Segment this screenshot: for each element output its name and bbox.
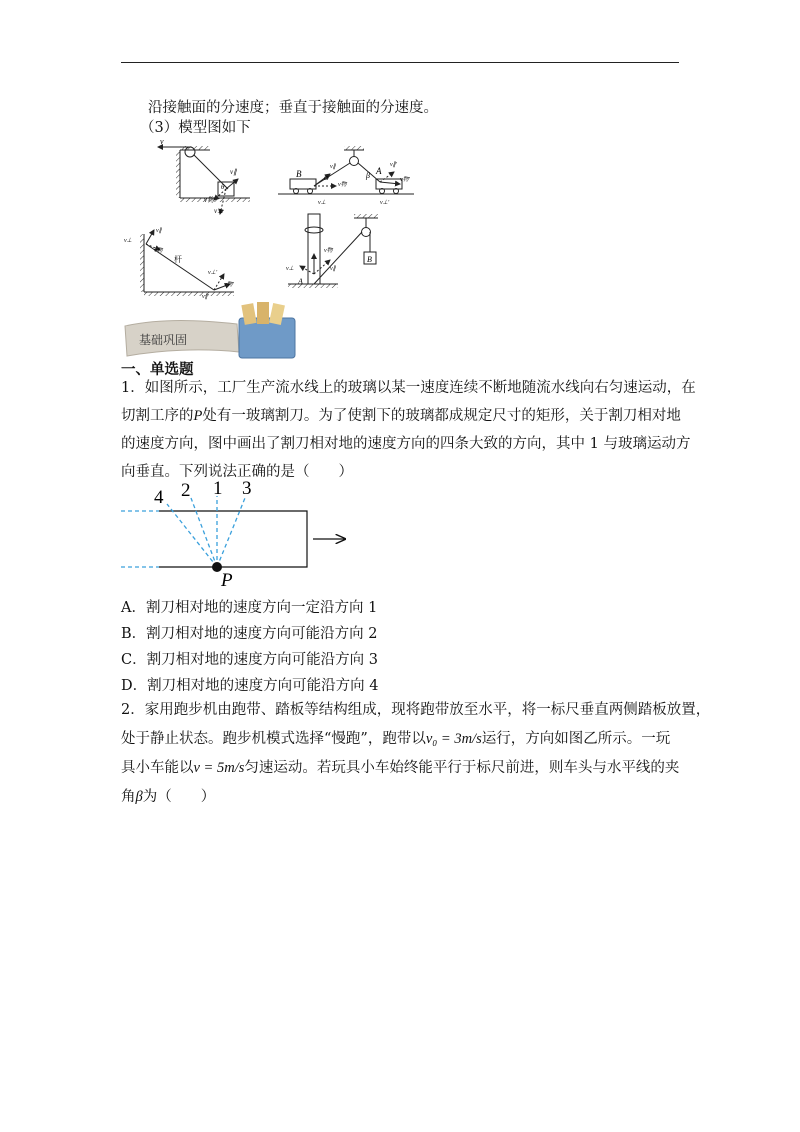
- fig3-vcomb2-label: v物′: [224, 282, 234, 288]
- q1-option-a[interactable]: A．割刀相对地的速度方向一定沿方向 1: [121, 600, 378, 616]
- section-banner: [121, 300, 311, 362]
- fig2-vpara-label: v∥: [330, 164, 336, 170]
- direction-3: [217, 498, 245, 567]
- q1-line-4: 向垂直。下列说法正确的是（ ）: [121, 464, 353, 480]
- q1-P-symbol: P: [193, 408, 203, 424]
- fig2-beta-label: β: [366, 171, 370, 180]
- q1-option-d[interactable]: D．割刀相对地的速度方向可能沿方向 4: [121, 678, 379, 694]
- fig4-vperp-label: v⊥: [286, 266, 294, 272]
- banner-text: 基础巩固: [139, 333, 188, 347]
- question-1: [121, 374, 696, 486]
- fig3-vpara-label: v∥: [156, 228, 162, 234]
- fig1-vcomb-label: v物: [204, 196, 215, 204]
- model-diagrams: [118, 134, 418, 304]
- fig3-vleft-label: v⊥: [124, 238, 132, 244]
- fig2-vcomb-label: v物: [338, 182, 347, 188]
- fig3-vpara2-label: v∥′: [202, 294, 209, 300]
- label-4: 4: [154, 487, 164, 508]
- model-fig-4: [286, 214, 378, 288]
- fig2-alpha-label: α: [324, 173, 329, 182]
- q2-line-1: 2．家用跑步机由跑带、踏板等结构组成，现将跑带放至水平，将一标尺垂直两侧踏板放置，: [121, 702, 711, 718]
- fig2-vpara2-label: v∥′: [390, 162, 397, 168]
- question-2: [121, 696, 711, 812]
- fig3-rod-label: 杆: [174, 255, 182, 264]
- q2-line-2: 处于静止状态。跑步机模式选择“慢跑”，跑带以v₀ = 3m/s运行，方向如图乙所示。一玩: [121, 731, 671, 747]
- fig4-B-label: B: [367, 255, 372, 264]
- fig2-vcomb2-label: v物′: [400, 177, 410, 183]
- fig3-vperp-label: v⊥′: [208, 270, 218, 276]
- fig1-vperp-label: v⊥: [214, 207, 224, 215]
- model-fig-3: [124, 227, 235, 300]
- direction-4: [167, 504, 217, 567]
- glass-cutting-figure: [121, 474, 361, 590]
- q1-line-1: 1．如图所示，工厂生产流水线上的玻璃以某一速度连续不断地随流水线向右匀速运动，在: [121, 380, 696, 396]
- q2-line-4: 角β为（ ）: [121, 789, 216, 805]
- header-rule: [121, 62, 679, 63]
- q1-option-c[interactable]: C．割刀相对地的速度方向可能沿方向 3: [121, 652, 378, 668]
- fig1-v-label: v: [160, 137, 164, 146]
- q2-line-3: 具小车能以v = 5m/s匀速运动。若玩具小车始终能平行于标尺前进，则车头与水平线的夹: [121, 760, 680, 776]
- fig4-vcomb-label: v物: [324, 248, 333, 254]
- label-3: 3: [242, 478, 252, 499]
- q1-line-2: 切割工序的P处有一玻璃割刀。为了使割下的玻璃都成规定尺寸的矩形，关于割刀相对地: [121, 408, 681, 424]
- intro-line: 沿接触面的分速度；垂直于接触面的分速度。: [148, 100, 438, 116]
- label-P: P: [221, 570, 233, 590]
- fig2-vperp2-label: v⊥′: [380, 200, 390, 206]
- fig2-B-label: B: [296, 169, 302, 179]
- glass-rectangle: [159, 511, 307, 567]
- label-1: 1: [213, 478, 223, 499]
- q2-v: v = 5m/s: [193, 760, 245, 776]
- model-heading: （3）模型图如下: [140, 120, 251, 136]
- fig1-theta-label: θ: [221, 183, 225, 191]
- model-fig-2: [278, 146, 414, 206]
- label-2: 2: [181, 480, 191, 501]
- q1-line-3: 的速度方向，图中画出了割刀相对地的速度方向的四条大致的方向，其中 1 与玻璃运动方: [121, 436, 691, 452]
- q2-v0: v₀ = 3m/s: [425, 731, 482, 747]
- q1-option-b[interactable]: B．割刀相对地的速度方向可能沿方向 2: [121, 626, 378, 642]
- fig1-vpara-label: v∥: [230, 168, 237, 176]
- fig2-A-label: A: [376, 166, 382, 176]
- section-title: 一、单选题: [121, 361, 194, 378]
- model-fig-1: [158, 137, 250, 215]
- fig4-A-label: A: [298, 277, 303, 286]
- direction-2: [191, 498, 217, 567]
- q2-beta: β: [135, 789, 143, 805]
- fig2-vperp-label: v⊥: [318, 200, 326, 206]
- fig3-vcomb-label: v物: [154, 248, 163, 254]
- fig4-vpara-label: v∥: [330, 266, 336, 272]
